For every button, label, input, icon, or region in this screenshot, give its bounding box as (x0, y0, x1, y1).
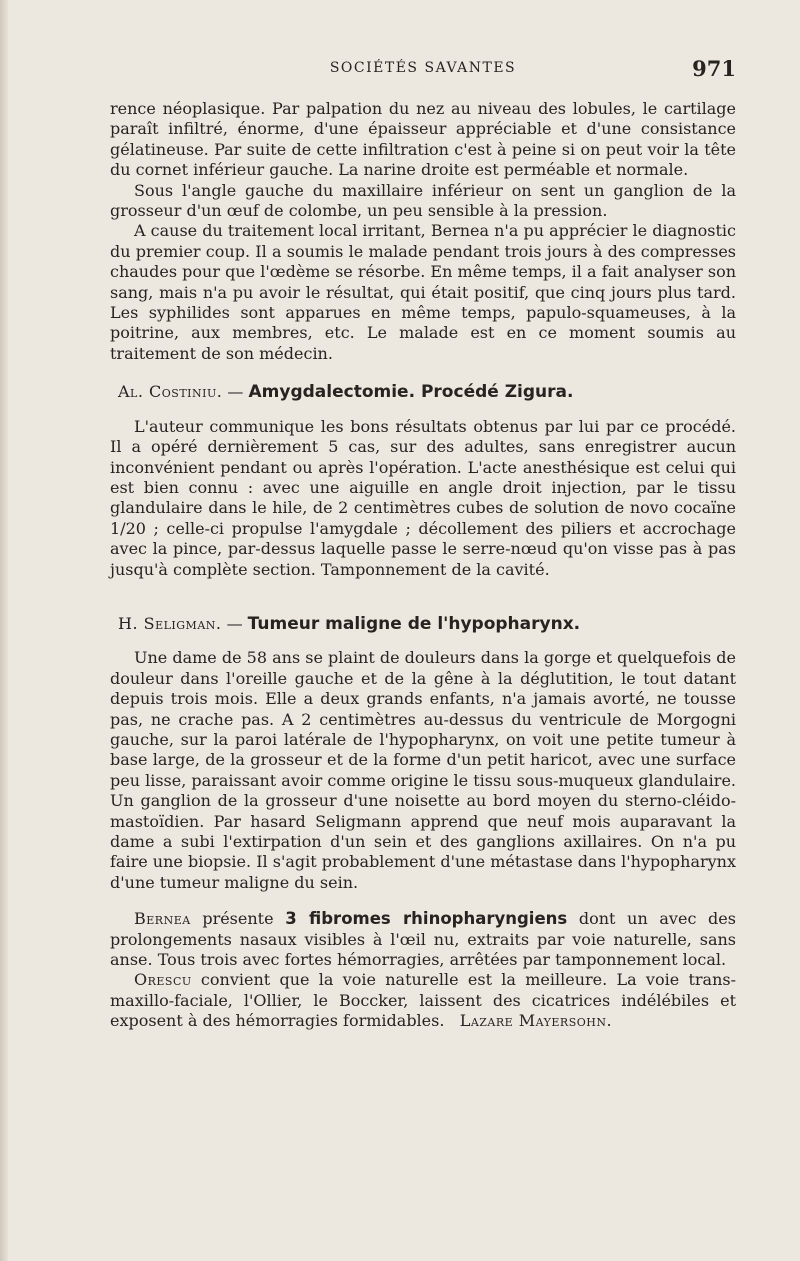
discussion-text: convient que la voie naturelle est la meilleure. La voie trans-maxillo-faciale, l'Ollier, le Boccker, laissent des cicatrices indélébiles et exposent à des hémorragies formidables. (110, 970, 736, 1031)
article-author: Al. Costiniu. (118, 382, 223, 402)
article-title: Tumeur maligne de l'hypopharynx. (247, 613, 581, 634)
final-verb: présente (190, 909, 286, 929)
article-body: Une dame de 58 ans se plaint de douleurs dans la gorge et quelquefois de douleur dans l'oreille gauche et de la gêne à la déglutition, le tout datant depuis trois mois. Elle a deux grands enfants, n'a jamais avorté, ne tousse pas, ne crache pas. A 2 centimètres au-dessus du ventricule de Morgogni gauche, sur la paroi latérale de l'hypopharynx, on voit une petite tumeur à base large, de la grosseur et de la forme d'un petit haricot, avec une surface peu lisse, paraissant avoir comme origine le tissu sous-muqueux glandulaire. Un ganglion de la grosseur d'une noisette au bord moyen du sterno-cléido-mastoïdien. Par hasard Seligmann apprend que neuf mois auparavant la dame a subi l'extirpation d'un sein et des ganglions axillaires. On n'a pu faire une biopsie. Il s'agit probablement d'une métastase dans l'hypopharynx d'une tumeur maligne du sein. (110, 648, 736, 892)
final-communication (110, 909, 736, 970)
continuation-paragraph: rence néoplasique. Par palpation du nez au niveau des lobules, le cartilage paraît infiltré, énorme, d'une épaisseur appréciable et d'une consistance gélatineuse. Par suite de cette infiltration c'est à peine si on peut voir la tête du cornet inférieur gauche. La narine droite est perméable et normale. (110, 99, 736, 180)
section-gap (110, 580, 736, 596)
final-text: dont un avec des prolongements nasaux visibles à l'œil nu, extraits par voie naturelle, sans anse. Tous trois avec fortes hémorragies, arrêtées par tamponnement local. (110, 909, 736, 970)
article-title: Amygdalectomie. Procédé Zigura. (248, 382, 574, 403)
discussant-name: Orescu (134, 970, 192, 990)
continuation-paragraph: A cause du traitement local irritant, Bernea n'a pu apprécier le diagnostic du premier coup. Il a soumis le malade pendant trois jours à des compresses chaudes pour que l'œdème se résorbe. En même temps, il a fait analyser son sang, mais n'a pu avoir le résultat, qui était positif, que cinq jours plus tard. Les syphilides sont apparues en même temps, papulo-squameuses, à la poitrine, aux membres, etc. Le malade est en ce moment soumis au traitement de son médecin. (110, 221, 736, 363)
page-number: 971 (692, 56, 736, 81)
running-title: SOCIÉTÉS SAVANTES (329, 60, 517, 76)
signature: Lazare Mayersohn. (459, 1011, 613, 1031)
article-body: L'auteur communique les bons résultats obtenus par lui par ce procédé. Il a opéré dernièrement 5 cas, sur des adultes, sans enregistrer aucun inconvénient pendant ou après l'opération. L'acte anesthésique est celui qui est bien connu : avec une aiguille en angle droit injection, par le tissu glandulaire dans le hile, de 2 centimètres cubes de solution de novo cocaïne 1/20 ; celle-ci propulse l'amygdale ; décollement des piliers et accrochage avec la pince, par-dessus laquelle passe le serre-nœud qu'on visse pas à pas jusqu'à complète section. Tamponnement de la cavité. (110, 416, 736, 579)
article-heading (110, 614, 736, 634)
continuation-paragraph: Sous l'angle gauche du maxillaire inférieur on sent un ganglion de la grosseur d'un œuf de colombe, un peu sensible à la pression. (110, 180, 736, 221)
article-author: H. Seligman. (118, 613, 222, 633)
page-body (110, 99, 736, 1032)
heading-dash: — (222, 382, 249, 402)
heading-dash: — (221, 613, 248, 633)
final-bold-title: 3 fibromes rhinopharyngiens (285, 909, 568, 929)
running-head (110, 56, 736, 84)
final-author: Bernea (134, 909, 191, 929)
section-gap (110, 893, 736, 909)
discussion-paragraph (110, 970, 736, 1031)
page-binding-edge (0, 0, 8, 1261)
article-heading (110, 382, 736, 402)
